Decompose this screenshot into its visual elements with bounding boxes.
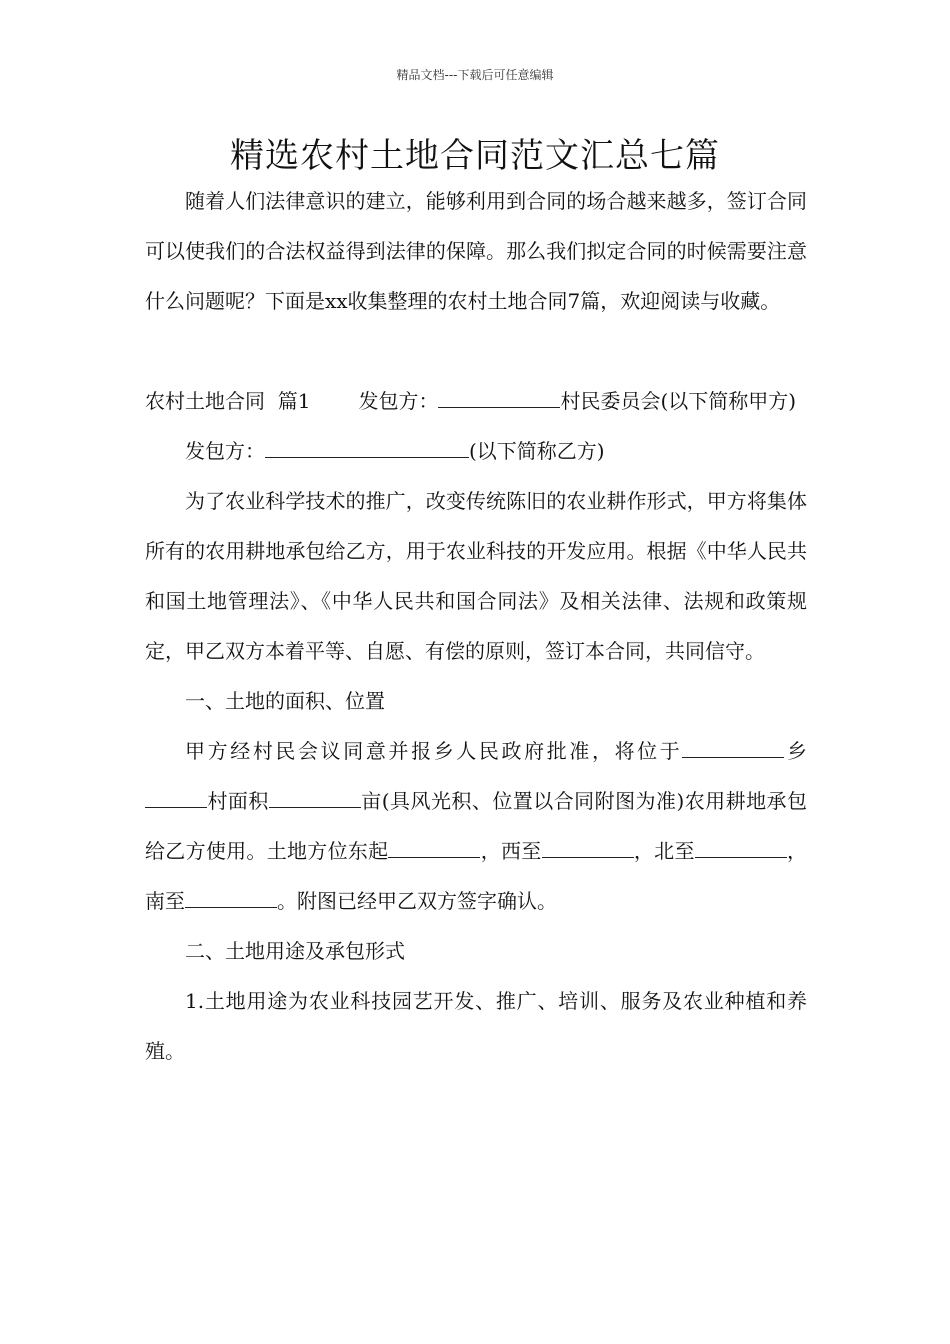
party-a-blank xyxy=(438,385,560,408)
section1-text-3: 村面积 xyxy=(207,789,269,813)
east-blank xyxy=(388,835,480,858)
party-a-suffix: 村民委员会(以下简称甲方) xyxy=(560,389,797,413)
party-b-label: 发包方： xyxy=(185,439,265,463)
north-blank xyxy=(695,835,787,858)
party-a-label: 发包方： xyxy=(358,389,439,413)
party-b-blank xyxy=(265,435,469,458)
contract-heading: 农村土地合同 篇1 xyxy=(145,389,311,413)
document-title: 精选农村土地合同范文汇总七篇 xyxy=(230,136,720,176)
party-b-suffix: (以下简称乙方) xyxy=(469,439,605,463)
township-blank xyxy=(682,735,784,758)
contract-heading-paragraph xyxy=(145,376,807,426)
section1-text-2: 乡 xyxy=(784,739,808,763)
section2-item-1: 1.土地用途为农业科技园艺开发、推广、培训、服务及农业种植和养殖。 xyxy=(145,989,807,1063)
section1-text-8: 。附图已经甲乙双方签字确认。 xyxy=(277,889,557,913)
village-blank xyxy=(145,785,207,808)
preamble-paragraph: 为了农业科学技术的推广，改变传统陈旧的农业耕作形式，甲方将集体所有的农用耕地承包给乙方，用于农业科技的开发应用。根据《中华人民共和国土地管理法》、《中华人民共和国合同法》及相关法律、法规和政策规定，甲乙双方本着平等、自愿、有偿的原则，签订本合同，共同信守。 xyxy=(145,489,807,663)
area-blank xyxy=(269,785,361,808)
west-blank xyxy=(542,835,634,858)
section1-text-4: 亩(具风光积、位置以合同附图为准)农用耕地承包给乙方使用。土地方位东起 xyxy=(145,789,808,863)
header-note: 精品文档---下载后可任意编辑 xyxy=(396,68,554,82)
spacer xyxy=(145,326,807,376)
section1-text-6: ，北至 xyxy=(633,839,695,863)
section1-text-5: ，西至 xyxy=(480,839,542,863)
document-body xyxy=(145,176,807,1076)
section1-text-1: 甲方经村民会议同意并报乡人民政府批准，将位于 xyxy=(185,739,683,763)
section1-paragraph xyxy=(145,726,807,926)
section1-title: 一、土地的面积、位置 xyxy=(185,689,385,713)
section2-title: 二、土地用途及承包形式 xyxy=(185,939,405,963)
party-b-paragraph xyxy=(145,426,807,476)
intro-paragraph: 随着人们法律意识的建立，能够利用到合同的场合越来越多，签订合同可以使我们的合法权益得到法律的保障。那么我们拟定合同的时候需要注意什么问题呢？下面是xx收集整理的农村土地合同7篇，欢迎阅读与收藏。 xyxy=(145,189,807,313)
section1-text-7: ，南至 xyxy=(145,839,808,913)
south-blank xyxy=(185,885,277,908)
